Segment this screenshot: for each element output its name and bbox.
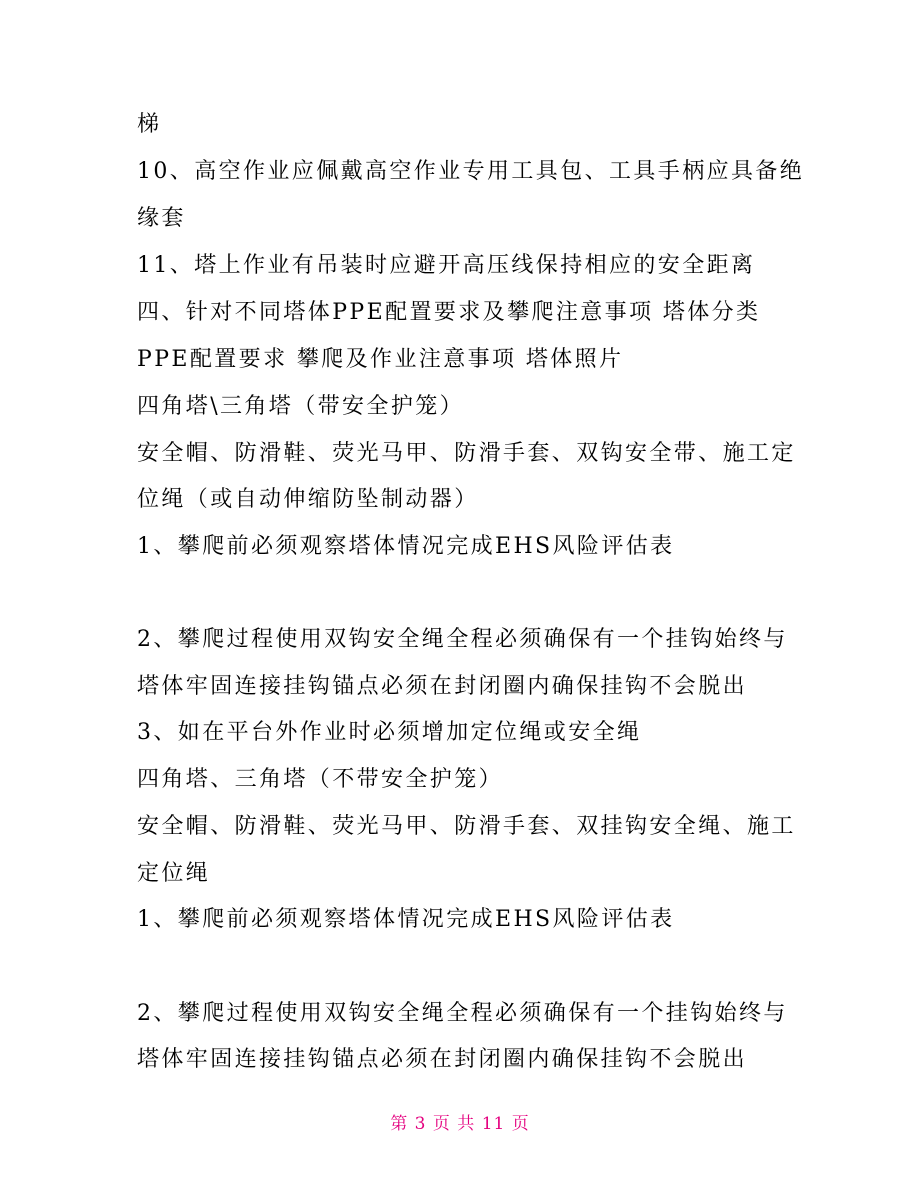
text-line-15: 安全帽、防滑鞋、荧光马甲、防滑手套、双挂钩安全绳、施工 [137, 814, 796, 839]
text-line-2: 10、高空作业应佩戴高空作业专用工具包、工具手柄应具备绝 [137, 159, 805, 184]
text-line-12: 塔体牢固连接挂钩锚点必须在封闭圈内确保挂钩不会脱出 [137, 674, 748, 699]
text-line-18: 2、攀爬过程使用双钩安全绳全程必须确保有一个挂钩始终与 [137, 1001, 788, 1026]
text-line-3: 缘套 [137, 206, 186, 231]
text-line-1: 梯 [137, 112, 162, 137]
text-line-8: 安全帽、防滑鞋、荧光马甲、防滑手套、双钩安全带、施工定 [137, 441, 796, 466]
text-line-13: 3、如在平台外作业时必须增加定位绳或安全绳 [137, 720, 642, 745]
text-line-11: 2、攀爬过程使用双钩安全绳全程必须确保有一个挂钩始终与 [137, 627, 788, 652]
text-line-10: 1、攀爬前必须观察塔体情况完成EHS风险评估表 [137, 534, 675, 559]
text-line-19: 塔体牢固连接挂钩锚点必须在封闭圈内确保挂钩不会脱出 [137, 1047, 748, 1072]
text-line-14: 四角塔、三角塔（不带安全护笼） [137, 767, 504, 792]
text-line-9: 位绳（或自动伸缩防坠制动器） [137, 487, 479, 512]
text-line-4: 11、塔上作业有吊装时应避开高压线保持相应的安全距离 [137, 253, 756, 278]
text-line-6: PPE配置要求 攀爬及作业注意事项 塔体照片 [137, 347, 624, 372]
text-line-16: 定位绳 [137, 861, 211, 886]
text-line-7: 四角塔\三角塔（带安全护笼） [137, 394, 465, 419]
page-number-footer: 第 3 页 共 11 页 [390, 1114, 530, 1134]
text-line-5: 四、针对不同塔体PPE配置要求及攀爬注意事项 塔体分类 [137, 300, 761, 325]
text-line-17: 1、攀爬前必须观察塔体情况完成EHS风险评估表 [137, 907, 675, 932]
